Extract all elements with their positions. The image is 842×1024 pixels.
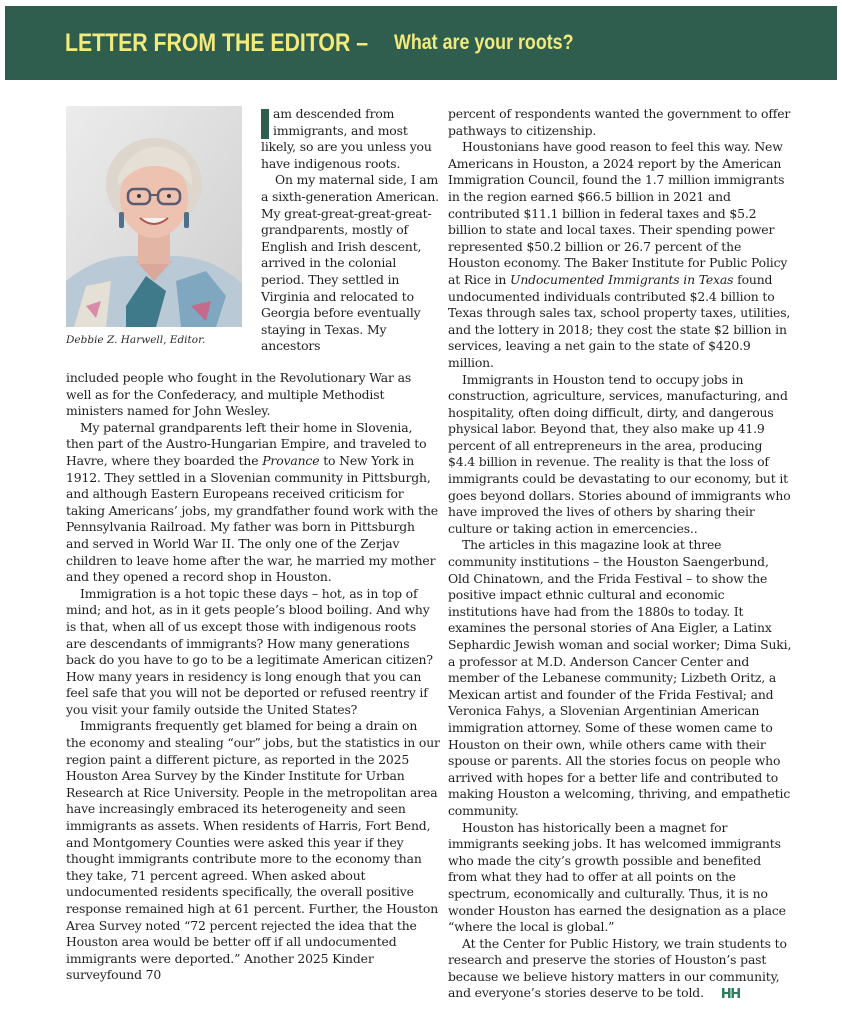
survey-paragraph: Immigrants frequently get blamed for being a drain on the economy and stealing “our” jobs, but the statistics in our region paint a different picture, as reported in the 2025 Houston Area Survey by the Kinder Institute for Urban Research at Rice University. People in the metropolitan area have increasingly embraced its heterogeneity and seen immigrants as assets. When residents of Harris, Fort Bend, and Montgomery Counties were asked this year if they thought immigrants contribute more to the economy than they take, 71 percent agreed. When asked about undocumented residents specifically, the overall positive response remained high at 61 percent. Further, the Houston Area Survey noted “72 percent rejected the idea that the Houston area would be better off if all undocumented immigrants were deported.” Another 2025 Kinder surveyfound 70 [66, 718, 440, 983]
drop-cap-mark [261, 109, 269, 139]
economy-paragraph [448, 139, 793, 371]
editor-portrait-icon [66, 106, 242, 327]
ship-name: Provance [262, 452, 320, 468]
intro-paragraph [261, 106, 439, 172]
editor-photo [66, 106, 242, 327]
header-banner [5, 6, 837, 80]
ancestors-paragraph: included people who fought in the Revolutionary War as well as for the Confederacy, and multiple Methodist ministers named for John Wesley. [66, 370, 412, 419]
report-title: Undocumented Immigrants in Texas [510, 271, 734, 287]
paternal-text-a: My paternal grandparents left their home in Slovenia, then part of the Austro-Hungarian Empire, and traveled to Havre, where they boarded the [66, 419, 427, 468]
immigration-paragraph: Immigration is a hot topic these days – hot, as in top of mind; and hot, as in it gets people’s blood boiling. And why is that, when all of us except those with indigenous roots are descendants of immigrants? How many generations back do you have to go to be a legitimate American citizen? How many years in residency is long enough that you can feel safe that you will not be deported or refused reentry if you visit your family outside the United States? [66, 585, 433, 717]
magazine-paragraph: The articles in this magazine look at three community institutions – the Houston Saengerbund, Old Chinatown, and the Frida Festival – to show the positive impact ethnic cultural and economic institutions have had from the 1880s to today. It examines the personal stories of Ana Eigler, a Latinx Sephardic Jewish woman and social worker; Dima Suki, a professor at M.D. Anderson Cancer Center and member of the Lebanese community; Lizbeth Oritz, a Mexican artist and founder of the Frida Festival; and Veronica Fahys, a Slovenian Argentinian American immigration attorney. Some of these women came to Houston on their own, while others came with their spouse or parents. All the stories focus on people who arrived with hopes for a better life and contributed to making Houston a welcoming, thriving, and empathetic community. [448, 537, 792, 818]
houston-history-logo-icon [708, 986, 740, 1003]
maternal-paragraph: On my maternal side, I am a sixth-generation American. My great-great-great-great-grandparents, mostly of English and Irish descent, arrived in the colonial period. They settled in Virginia and relocated to Georgia before eventually staying in Texas. My ancestors [261, 172, 439, 354]
paternal-text-b: to New York in 1912. They settled in a Slovenian community in Pittsburgh, and although Eastern Europeans received criticism for taking Americans’ jobs, my grandfather found work with the Pennsylvania Railroad. My father was born in Pittsburgh and served in World War II. The only one of the Zerjav children to leave home after the war, he married my mother and they opened a record shop in Houston. [66, 452, 438, 585]
page-title: LETTER FROM THE EDITOR – [65, 28, 369, 57]
photo-caption: Debbie Z. Harwell, Editor. [66, 334, 206, 346]
article-intro-column [261, 106, 439, 355]
article-right-column [448, 106, 793, 1002]
page-subtitle: What are your roots? [393, 31, 574, 54]
paternal-paragraph [66, 420, 440, 586]
economy-text-a: Houstonians have good reason to feel this way. New Americans in Houston, a 2024 report by the American Immigration Council, found the 1.7 million immigrants in the region earned $66.5 billion in 2021 and contributed $11.1 billion in federal taxes and $5.2 billion to state and local taxes. Their spending power represented $50.2 billion or 26.7 percent of the Houston economy. The Baker Institute for Public Policy at Rice in [448, 139, 788, 287]
economy-text-b: found undocumented individuals contributed $2.4 billion to Texas through sales tax, school property taxes, utilities, and the lottery in 2018; they cost the state $2 billion in services, leaving a net gain to the state of $420.9 million. [448, 271, 791, 370]
jobs-paragraph: Immigrants in Houston tend to occupy jobs in construction, agriculture, services, manufacturing, and hospitality, often doing difficult, dirty, and dangerous physical labor. Beyond that, they also make up 41.9 percent of all entrepreneurs in the area, producing $4.4 billion in revenue. The reality is that the loss of immigrants could be devastating to our economy, but it goes beyond dollars. Stories abound of immigrants who have improved the lives of others by sharing their culture or taking action in emercencies.. [448, 371, 791, 536]
intro-text: am descended from immigrants, and most likely, so are you unless you have indigenous roots. [261, 106, 432, 171]
closing-paragraph [448, 936, 793, 1003]
pathways-paragraph: percent of respondents wanted the government to offer pathways to citizenship. [448, 106, 791, 138]
closing-text: At the Center for Public History, we train students to research and preserve the stories of Houston’s past because we believe history matters in our community, and everyone’s stories deserve to be told. [448, 935, 787, 1001]
article-left-column [66, 370, 440, 984]
magnet-paragraph: Houston has historically been a magnet for immigrants seeking jobs. It has welcomed immigrants who made the city’s growth possible and benefited from what they had to offer at all points on the spectrum, economically and culturally. Thus, it is no wonder Houston has earned the designation as a place “where the local is global.” [448, 819, 786, 935]
